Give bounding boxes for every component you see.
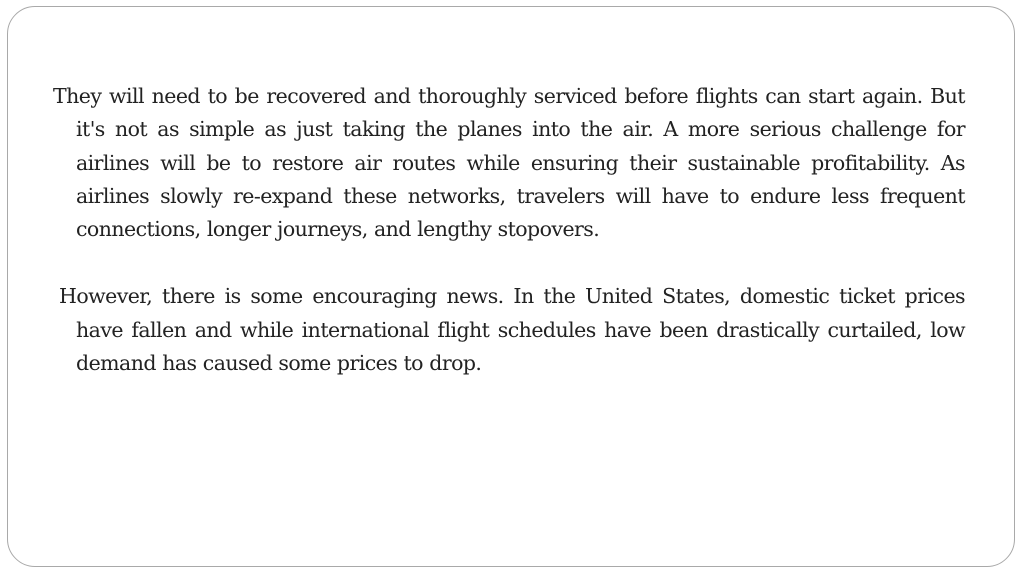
paragraph-recovery: They will need to be recovered and thoroughly serviced before flights can start again. But it's not as simple as just taking the planes into the air. A more serious challenge for airlines will be to restore air routes while ensuring their sustainable profitability. As airlines slowly re-expand these networks, travelers will have to endure less frequent connections, longer journeys, and lengthy stopovers.	[53, 84, 965, 242]
paragraph-encouraging-news: However, there is some encouraging news. In the United States, domestic ticket prices have fallen and while international flight schedules have been drastically curtailed, low demand has caused some prices to drop.	[59, 284, 965, 376]
slide-body	[53, 80, 965, 380]
